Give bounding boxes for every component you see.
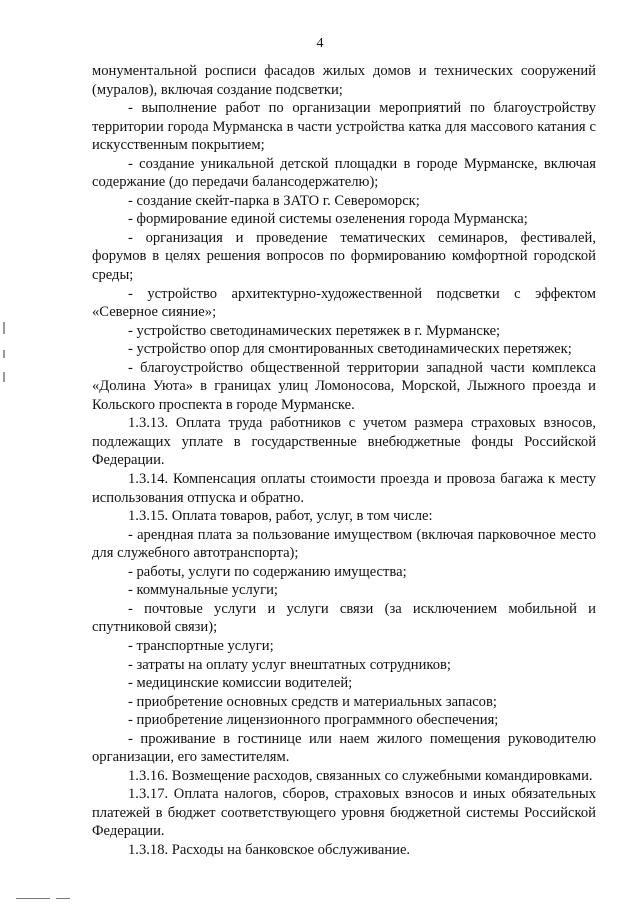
paragraph-20: - медицинские комиссии водителей; <box>128 675 353 692</box>
paragraph-13: 1.3.15. Оплата товаров, работ, услуг, в том числе: <box>128 508 433 525</box>
footer-rule <box>56 898 70 899</box>
paragraph-6: - организация и проведение тематических семинаров, фестивалей, форумов в целях решения вопросов по формированию комфортной городской среды; <box>92 229 596 284</box>
paragraph-1: монументальной росписи фасадов жилых домов и технических сооружений (муралов), включая создание подсветки; <box>92 63 596 98</box>
paragraph-10: - благоустройство общественной территории западной части комплекса «Долина Уюта» в границах улиц Ломоносова, Морской, Лыжного проезда и Кольского проспекта в городе Мурманске. <box>92 359 596 413</box>
paragraph-2: - выполнение работ по организации мероприятий по благоустройству территории города Мурманска в части устройства катка для массового катания с искусственным покрытием; <box>92 100 596 154</box>
paragraph-24: 1.3.16. Возмещение расходов, связанных со служебными командировками. <box>128 767 593 784</box>
paragraph-23: - проживание в гостинице или наем жилого помещения руководителю организации, его заместителям. <box>92 730 596 766</box>
paragraph-11: 1.3.13. Оплата труда работников с учетом размера страховых взносов, подлежащих уплате в государственные внебюджетные фонды Российской Федерации. <box>92 415 596 469</box>
paragraph-5: - формирование единой системы озеленения города Мурманска; <box>128 211 528 228</box>
paragraph-8: - устройство светодинамических перетяжек в г. Мурманске; <box>128 322 501 339</box>
page-number: 4 <box>316 36 324 51</box>
paragraph-12: 1.3.14. Компенсация оплаты стоимости проезда и провоза багажа к месту использования отпуска и обратно. <box>92 471 596 506</box>
footer-rule <box>16 898 50 899</box>
paragraph-19: - затраты на оплату услуг внештатных сотрудников; <box>128 656 451 673</box>
paragraph-3: - создание уникальной детской площадки в городе Мурманске, включая содержание (до передачи балансодержателю); <box>92 155 596 191</box>
paragraph-18: - транспортные услуги; <box>128 637 274 654</box>
paragraph-4: - создание скейт-парка в ЗАТО г. Североморск; <box>128 192 420 209</box>
scan-margin-mark <box>3 372 5 382</box>
paragraph-7: - устройство архитектурно-художественной подсветки с эффектом «Северное сияние»; <box>92 285 596 321</box>
paragraph-16: - коммунальные услуги; <box>128 582 278 599</box>
scan-margin-mark <box>3 322 5 334</box>
paragraph-14: - арендная плата за пользование имуществом (включая парковочное место для служебного автотранспорта); <box>92 526 596 562</box>
paragraph-15: - работы, услуги по содержанию имущества; <box>128 563 407 580</box>
paragraph-22: - приобретение лицензионного программного обеспечения; <box>128 712 499 729</box>
paragraph-9: - устройство опор для смонтированных светодинамических перетяжек; <box>128 341 572 358</box>
paragraph-17: - почтовые услуги и услуги связи (за исключением мобильной и спутниковой связи); <box>92 600 596 636</box>
document-body <box>92 62 596 860</box>
paragraph-26: 1.3.18. Расходы на банковское обслуживание. <box>128 841 411 858</box>
paragraph-25: 1.3.17. Оплата налогов, сборов, страховых взносов и иных обязательных платежей в бюджет соответствующего уровня бюджетной системы Российской Федерации. <box>92 786 596 840</box>
paragraph-21: - приобретение основных средств и материальных запасов; <box>128 693 497 710</box>
scan-margin-mark <box>3 350 5 358</box>
